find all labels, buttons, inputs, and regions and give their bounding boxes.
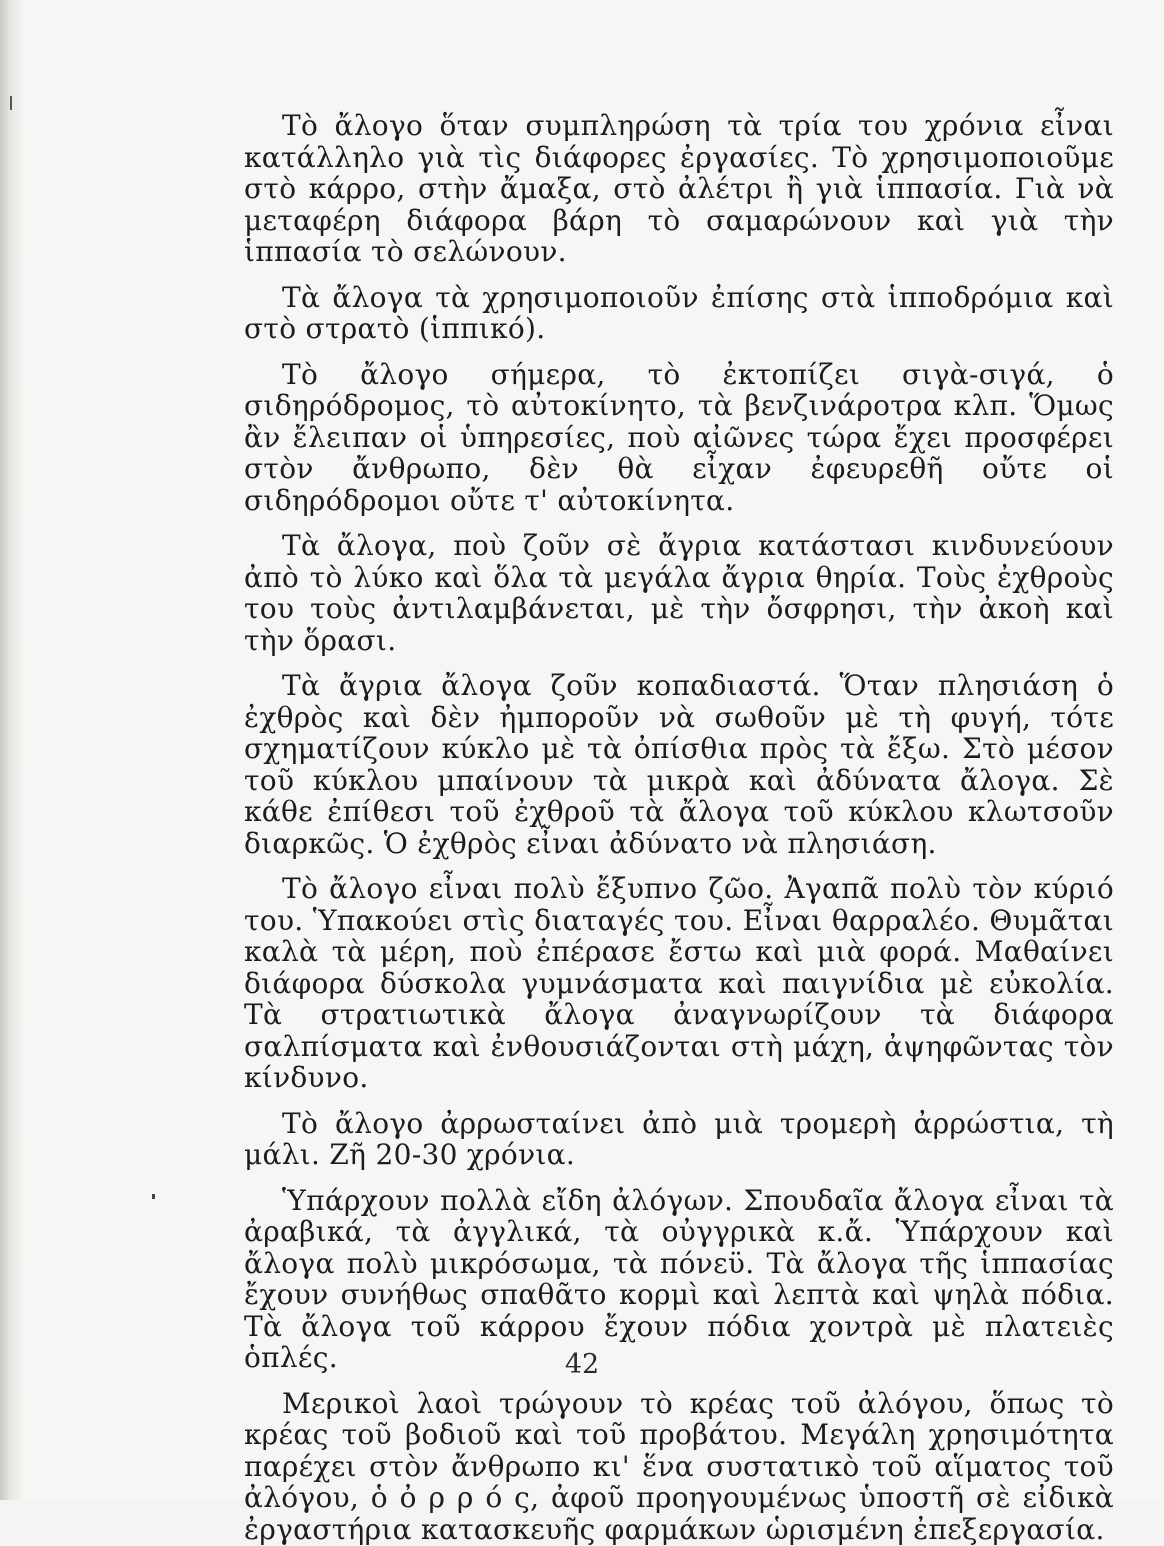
stray-dot bbox=[152, 1194, 155, 1199]
edge-mark bbox=[10, 96, 12, 110]
paragraph-disease-lifespan: Τὸ ἄλογο ἀρρωσταίνει ἀπὸ μιὰ τρομερὴ ἀρρώστια, τὴ μάλι. Ζῆ 20-30 χρόνια. bbox=[244, 1106, 1114, 1171]
paragraph-wild-dangers: Τὰ ἄλογα, ποὺ ζοῦν σὲ ἄγρια κατάστασι κινδυνεύουν ἀπὸ τὸ λύκο καὶ ὅλα τὰ μεγάλα ἄγρια θηρία. Τοὺς ἐχθροὺς του τοὺς ἀντιλαμβάνεται, μὲ τὴν ὄσφρησι, τὴν ἀκοὴ καὶ τὴν ὅρασι. bbox=[244, 529, 1114, 657]
paragraph-replaced-by-machines: Τὸ ἄλογο σήμερα, τὸ ἐκτοπίζει σιγὰ-σιγά, ὁ σιδηρόδρομος, τὸ αὐτοκίνητο, τὰ βενζινάροτρα κλπ. Ὅμως ἂν ἔλειπαν οἱ ὑπηρεσίες, ποὺ αἰῶνες τώρα ἔχει προσφέρει στὸν ἄνθρωπο, δὲν θὰ εἶχαν ἐφευρεθῆ οὔτε οἱ σιδηρόδρομοι οὔτε τ' αὐτοκίνητα. bbox=[244, 357, 1114, 517]
page-edge-shadow bbox=[0, 0, 24, 1500]
paragraph-herd-defense: Τὰ ἄγρια ἄλογα ζοῦν κοπαδιαστά. Ὅταν πλησιάση ὁ ἐχθρὸς καὶ δὲν ἠμποροῦν νὰ σωθοῦν μὲ τὴ φυγή, τότε σχηματίζουν κύκλο μὲ τὰ ὀπίσθια πρὸς τὰ ἔξω. Στὸ μέσον τοῦ κύκλου μπαίνουν τὰ μικρὰ καὶ ἀδύνατα ἄλογα. Σὲ κάθε ἐπίθεσι τοῦ ἐχθροῦ τὰ ἄλογα τοῦ κύκλου κλωτσοῦν διαρκῶς. Ὁ ἐχθρὸς εἶναι ἀδύνατο νὰ πλησιάση. bbox=[244, 669, 1114, 860]
paragraph-meat-serum: Μερικοὶ λαοὶ τρώγουν τὸ κρέας τοῦ ἀλόγου, ὅπως τὸ κρέας τοῦ βοδιοῦ καὶ τοῦ προβάτου. Μεγάλη χρησιμότητα παρέχει στὸν ἄνθρωπο κι' ἕνα συστατικὸ τοῦ αἵματος τοῦ ἀλόγου, ὁ ὀ ρ ρ ό ς, ἀφοῦ προηγουμένως ὑποστῆ σὲ εἰδικὰ ἐργαστήρια κατασκευῆς φαρμάκων ὡρισμένη ἐπεξεργασία. bbox=[244, 1386, 1114, 1546]
paragraph-breeds: Ὑπάρχουν πολλὰ εἴδη ἀλόγων. Σπουδαῖα ἄλογα εἶναι τὰ ἀραβικά, τὰ ἀγγλικά, τὰ οὐγγρικὰ κ.ἄ. Ὑπάρχουν καὶ ἄλογα πολὺ μικρόσωμα, τὰ πόνεϋ. Τὰ ἄλογα τῆς ἱππασίας ἔχουν συνήθως σπαθᾶτο κορμὶ καὶ λεπτὰ καὶ ψηλὰ πόδια. Τὰ ἄλογα τοῦ κάρρου ἔχουν πόδια χοντρὰ μὲ πλατειὲς ὁπλές. bbox=[244, 1183, 1114, 1374]
page-number: 42 bbox=[564, 1349, 600, 1380]
paragraph-racing-army: Τὰ ἄλογα τὰ χρησιμοποιοῦν ἐπίσης στὰ ἱπποδρόμια καὶ στὸ στρατὸ (ἱππικό). bbox=[244, 280, 1114, 345]
paragraph-intelligence: Τὸ ἄλογο εἶναι πολὺ ἔξυπνο ζῶο. Ἀγαπᾶ πολὺ τὸν κύριό του. Ὑπακούει στὶς διαταγές του. Εἶναι θαρραλέο. Θυμᾶται καλὰ τὰ μέρη, ποὺ ἐπέρασε ἔστω καὶ μιὰ φορά. Μαθαίνει διάφορα δύσκολα γυμνάσματα καὶ παιγνίδια μὲ εὐκολία. Τὰ στρατιωτικὰ ἄλογα ἀναγνωρίζουν τὰ διάφορα σαλπίσματα καὶ ἐνθουσιάζονται στὴ μάχη, ἀψηφῶντας τὸν κίνδυνο. bbox=[244, 872, 1114, 1094]
paragraph-work-uses: Τὸ ἄλογο ὅταν συμπληρώση τὰ τρία του χρόνια εἶναι κατάλληλο γιὰ τὶς διάφορες ἐργασίες. Τὸ χρησιμοποιοῦμε στὸ κάρρο, στὴν ἄμαξα, στὸ ἀλέτρι ἢ γιὰ ἱππασία. Γιὰ νὰ μεταφέρη διάφορα βάρη τὸ σαμαρώνουν καὶ γιὰ τὴν ἱππασία τὸ σελώνουν. bbox=[244, 109, 1114, 268]
body-text bbox=[244, 110, 1114, 1545]
